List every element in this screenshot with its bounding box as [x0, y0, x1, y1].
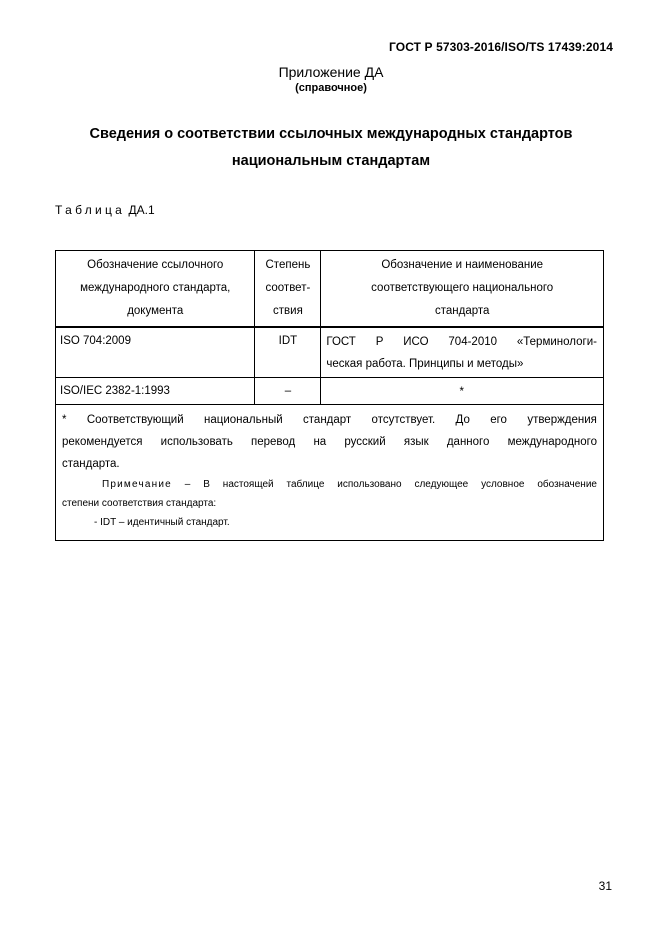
header-degree: [255, 251, 321, 328]
word: условное: [481, 479, 525, 490]
header-line: соответствующего национального: [371, 282, 554, 294]
page-number: 31: [598, 879, 612, 893]
notes-cell: [56, 405, 604, 541]
word: отсутствует.: [371, 414, 436, 426]
word: стандарт: [303, 414, 352, 426]
word: использовать: [160, 436, 233, 448]
word: язык: [403, 436, 429, 448]
standards-correspondence-table: [55, 250, 604, 541]
word: следующее: [414, 479, 469, 490]
word: обозначение: [537, 479, 597, 490]
word: рекомендуется: [62, 436, 143, 448]
footnote-line-1: [62, 409, 597, 431]
note-line-2: степени соответствия стандарта:: [62, 498, 217, 509]
footnote-line-3: стандарта.: [62, 458, 120, 470]
cell-degree: –: [255, 378, 321, 405]
table-caption-word: Таблица: [55, 203, 126, 217]
cell-national: *: [321, 378, 604, 405]
word: ИСО: [403, 336, 429, 348]
word: ГОСТ: [326, 336, 356, 348]
appendix-title: Приложение ДА: [278, 64, 384, 80]
cell-national: [321, 327, 604, 378]
appendix-subtitle: (справочное): [295, 82, 367, 94]
word: таблице: [286, 479, 325, 490]
word: национальный: [204, 414, 283, 426]
note-line-3: - IDT – идентичный стандарт.: [94, 517, 230, 528]
document-code: ГОСТ Р 57303-2016/ISO/TS 17439:2014: [389, 40, 613, 54]
word: утверждения: [527, 414, 597, 426]
cell-national-line-1: [326, 331, 597, 353]
section-title-line-1: Сведения о соответствии ссылочных международных стандартов: [89, 126, 573, 142]
word: Соответствующий: [86, 414, 184, 426]
table-notes-row: [56, 405, 604, 541]
cell-degree: IDT: [255, 327, 321, 378]
word: До: [455, 414, 470, 426]
cell-reference: ISO/IEC 2382-1:1993: [56, 378, 255, 405]
section-title-line-2: национальным стандартам: [231, 153, 431, 169]
table-row: [56, 378, 604, 405]
word: «Терминологи-: [516, 336, 597, 348]
header-line: стандарта: [434, 305, 490, 317]
header-line: соответ-: [265, 282, 311, 294]
word: на: [313, 436, 327, 448]
word: международного: [507, 436, 597, 448]
footnote-line-2: [62, 431, 597, 453]
cell-national-line-2: ческая работа. Принципы и методы»: [326, 358, 524, 370]
word: его: [490, 414, 507, 426]
header-line: международного стандарта,: [80, 282, 231, 294]
header-reference-standard: [56, 251, 255, 328]
header-line: Степень: [265, 259, 311, 271]
table-caption: [55, 203, 155, 217]
header-line: Обозначение ссылочного: [87, 259, 224, 271]
table-row: [56, 327, 604, 378]
note-label: Примечание: [102, 479, 172, 490]
cell-reference: ISO 704:2009: [56, 327, 255, 378]
section-title: [0, 121, 662, 175]
word: В: [203, 479, 210, 490]
word: перевод: [251, 436, 296, 448]
header-line: Обозначение и наименование: [381, 259, 544, 271]
table-header-row: [56, 251, 604, 328]
word: 704-2010: [448, 336, 498, 348]
word: использовано: [337, 479, 402, 490]
header-national-standard: [321, 251, 604, 328]
header-line: документа: [127, 305, 184, 317]
word: данного: [446, 436, 490, 448]
word: русский: [344, 436, 386, 448]
table-caption-number: ДА.1: [128, 203, 155, 217]
word: *: [62, 414, 67, 426]
header-line: ствия: [273, 305, 303, 317]
word: настоящей: [222, 479, 274, 490]
word: Р: [375, 336, 384, 348]
word: –: [184, 479, 191, 490]
note-line-1: [62, 475, 597, 494]
